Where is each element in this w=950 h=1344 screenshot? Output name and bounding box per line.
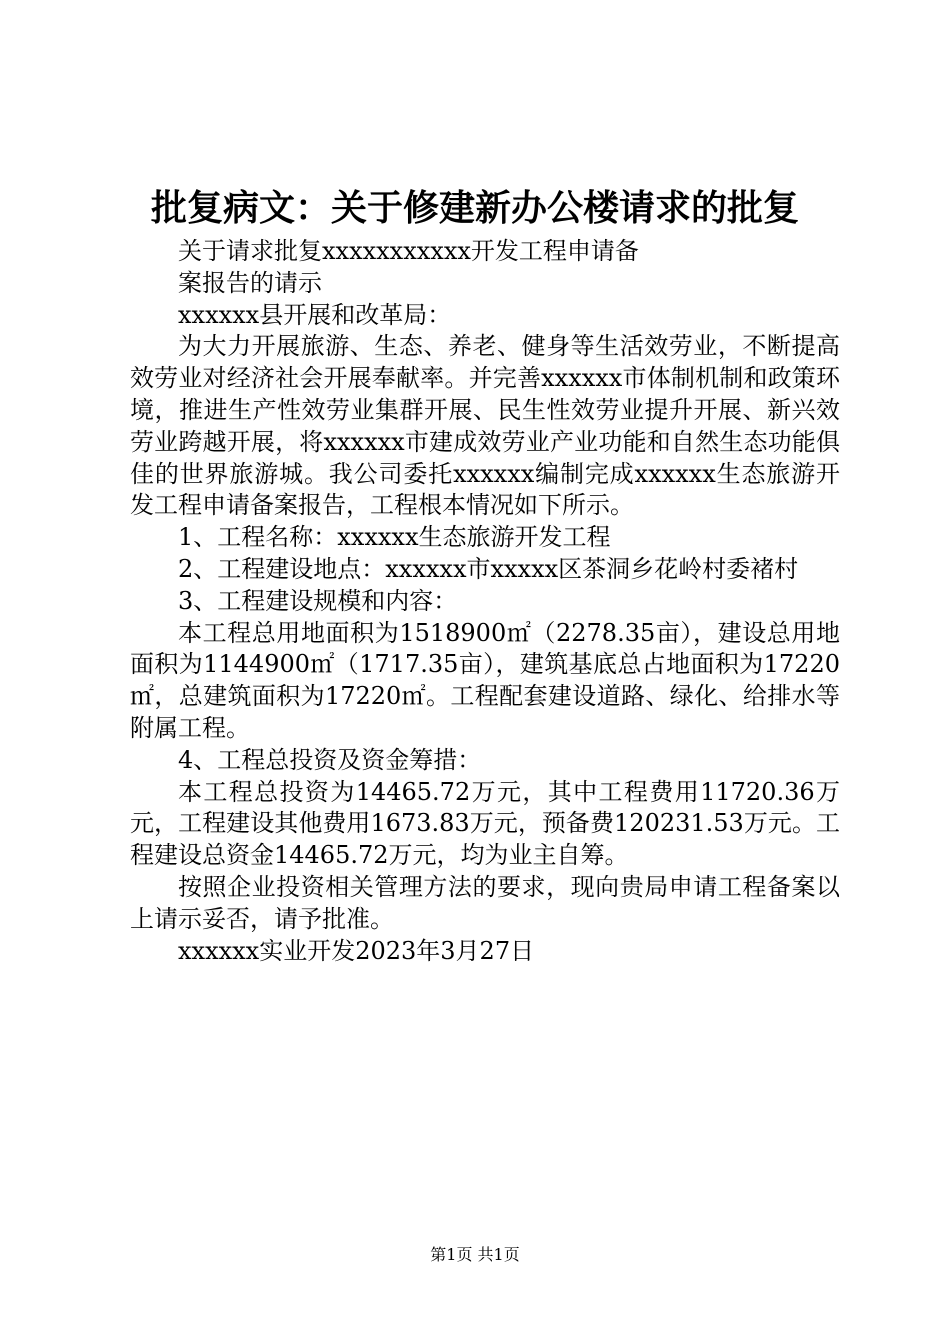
paragraph-investment: 本工程总投资为14465.72万元，其中工程费用11720.36万元，工程建设其他费用1673.83万元，预备费120231.53万元。工程建设总资金14465.72万元，均为业主自筹。 xyxy=(130,777,840,870)
page-footer: 第1页 共1页 xyxy=(430,1245,520,1264)
item-project-name: 1、工程名称：xxxxxx生态旅游开发工程 xyxy=(178,523,611,552)
paragraph-scale: 本工程总用地面积为1518900㎡（2278.35亩），建设总用地面积为1144900㎡（1717.35亩），建筑基底总占地面积为17220㎡，总建筑面积为17220㎡。工程配套建设道路、绿化、给排水等附属工程。 xyxy=(130,618,840,742)
paragraph-intro: 为大力开展旅游、生态、养老、健身等生活效劳业，不断提高效劳业对经济社会开展奉献率。并完善xxxxxx市体制机制和政策环境，推进生产性效劳业集群开展、民生性效劳业提升开展、新兴效劳业跨越开展，将xxxxxx市建成效劳业产业功能和自然生态功能俱佳的世界旅游城。我公司委托xxxxxx编制完成xxxxxx生态旅游开发工程申请备案报告，工程根本情况如下所示。 xyxy=(130,332,840,520)
item-project-location: 2、工程建设地点：xxxxxx市xxxxx区茶洞乡花岭村委褚村 xyxy=(178,554,799,583)
item-scale-heading: 3、工程建设规模和内容： xyxy=(178,586,458,615)
recipient-line: xxxxxx县开展和改革局： xyxy=(178,300,452,329)
signature-date-line: xxxxxx实业开发2023年3月27日 xyxy=(178,936,535,965)
paragraph-request: 按照企业投资相关管理方法的要求，现向贵局申请工程备案以上请示妥否，请予批准。 xyxy=(130,872,840,933)
document-body xyxy=(130,236,840,967)
subject-line-1: 关于请求批复xxxxxxxxxxx开发工程申请备 xyxy=(178,237,639,265)
subject-line-2: 案报告的请示 xyxy=(178,268,322,297)
item-investment-heading: 4、工程总投资及资金筹措： xyxy=(178,745,482,774)
document-title: 批复病文：关于修建新办公楼请求的批复 xyxy=(150,187,799,229)
